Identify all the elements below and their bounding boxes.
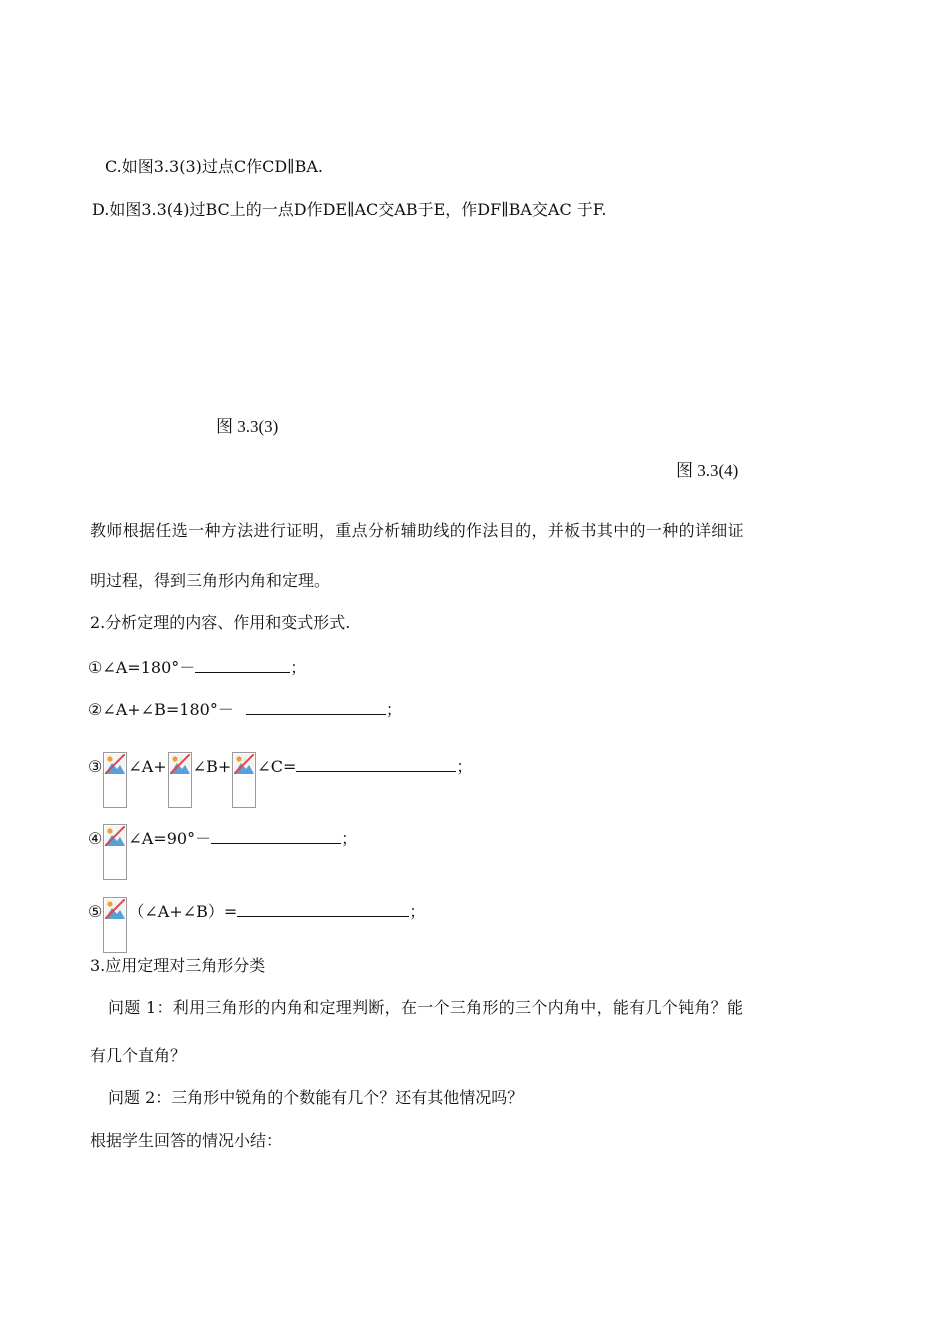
summary-heading: 根据学生回答的情况小结： [90,1131,283,1150]
item-3-text-c: ∠C= [257,757,297,776]
item-5-end: ； [409,902,426,921]
item-5-blank[interactable] [237,899,409,917]
item-3-text-a: ∠A+ [128,757,167,776]
item-4-text: ∠A=90°－ [128,829,212,848]
section-3-heading: 3.应用定理对三角形分类 [90,956,266,975]
broken-image-icon [103,824,127,880]
item-4-end: ； [341,829,358,848]
option-c: C.如图3.3(3)过点C作CD∥BA. [105,157,323,176]
item-1-blank[interactable] [195,655,290,673]
figure-caption-3-3-3: 图 3.3(3) [216,417,279,436]
section-2-heading: 2.分析定理的内容、作用和变式形式. [90,613,351,632]
item-5 [88,897,425,953]
item-5-text: （∠A+∠B）= [128,902,238,921]
item-2-blank[interactable] [246,697,386,715]
broken-image-icon [168,752,192,808]
item-2-text: ∠A+∠B=180°－ [102,700,234,719]
item-1-end: ； [290,658,307,677]
item-3-end: ； [456,757,473,776]
item-1-number: ① [88,658,103,677]
item-2-end: ； [385,700,402,719]
question-1-line-2: 有几个直角？ [90,1046,187,1065]
item-4-number: ④ [88,829,103,848]
item-3 [88,752,472,808]
broken-image-icon [103,752,127,808]
item-5-number: ⑤ [88,902,103,921]
figure-caption-3-3-4: 图 3.3(4) [676,461,739,480]
broken-image-icon [103,897,127,953]
item-4 [88,824,357,880]
item-2 [88,697,402,721]
option-d: D.如图3.3(4)过BC上的一点D作DE∥AC交AB于E，作DF∥BA交AC 于F. [92,200,607,219]
teacher-note-line-1: 教师根据任选一种方法进行证明，重点分析辅助线的作法目的，并板书其中的一种的详细证 [90,521,745,540]
item-3-number: ③ [88,757,103,776]
question-2: 问题 2：三角形中锐角的个数能有几个？还有其他情况吗？ [108,1088,524,1107]
item-1-text: ∠A=180°－ [102,658,196,677]
item-4-blank[interactable] [211,826,341,844]
item-3-text-b: ∠B+ [192,757,232,776]
item-3-blank[interactable] [296,754,456,772]
broken-image-icon [232,752,256,808]
item-1 [88,655,306,679]
question-1-line-1: 问题 1：利用三角形的内角和定理判断，在一个三角形的三个内角中，能有几个钝角？能 [108,998,744,1017]
item-2-number: ② [88,700,103,719]
teacher-note-line-2: 明过程，得到三角形内角和定理。 [90,571,331,590]
